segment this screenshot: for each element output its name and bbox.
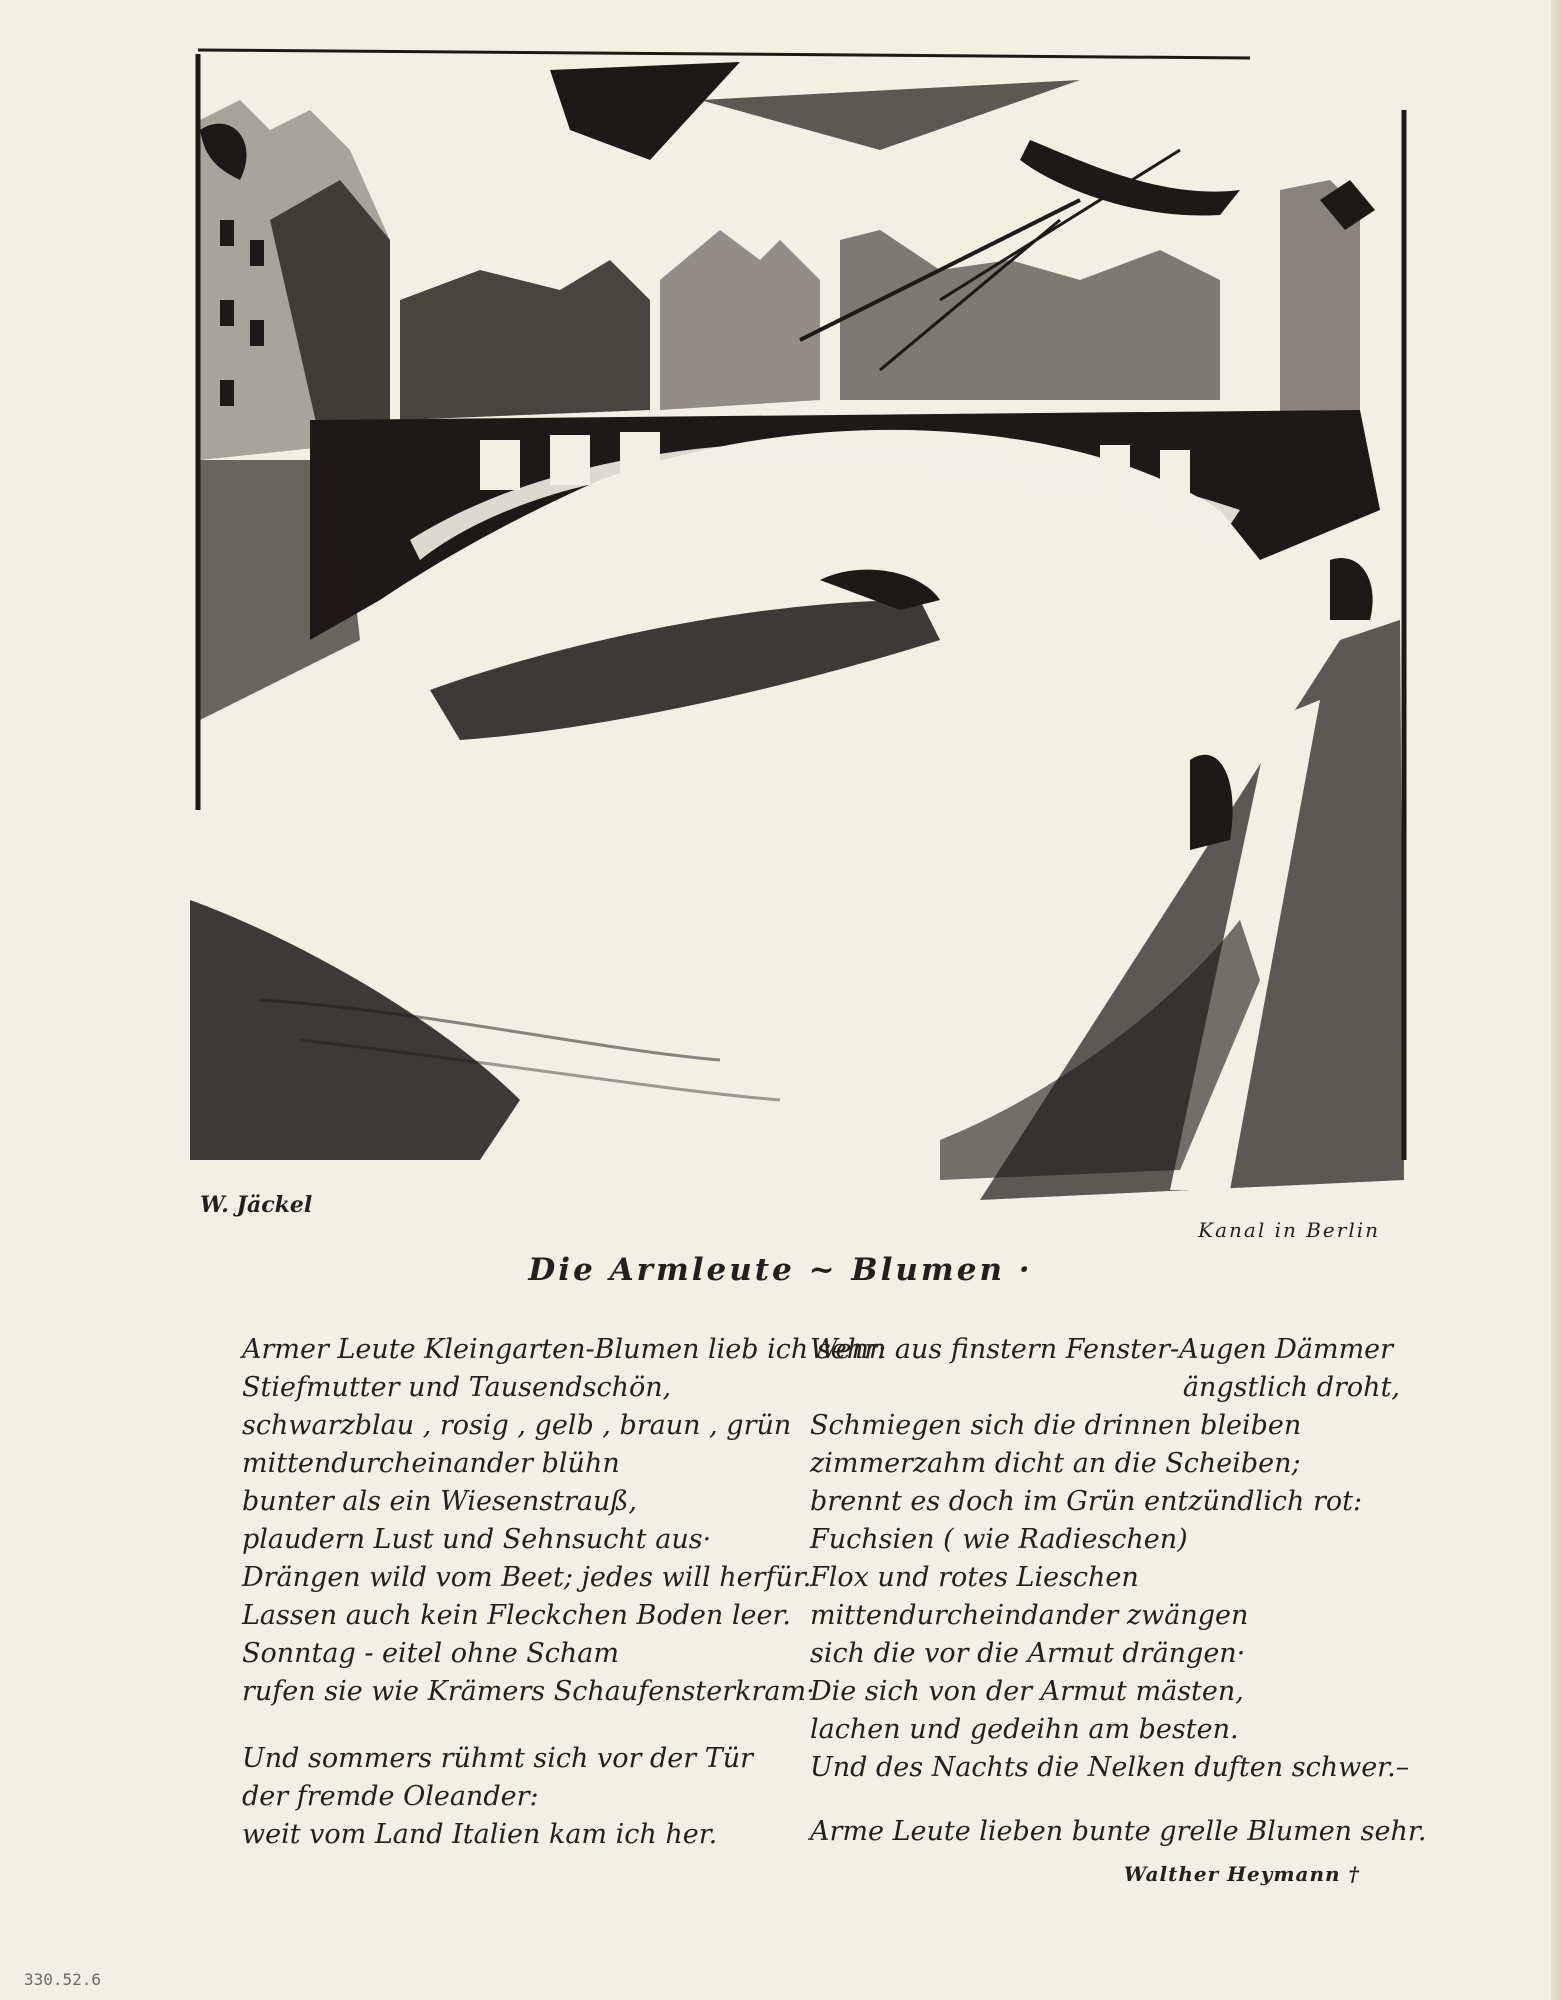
stanza-right-1 <box>810 1331 1410 1787</box>
stanza-left-2 <box>242 1740 802 1854</box>
poem-line: Und sommers rühmt sich vor der Tür <box>242 1743 754 1774</box>
poem-line: Arme Leute lieben bunte grelle Blumen sehr. <box>810 1816 1427 1847</box>
poem-line: zimmerzahm dicht an die Scheiben; <box>810 1448 1301 1479</box>
stanza-left-1 <box>242 1331 887 1711</box>
poem-line: bunter als ein Wiesenstrauß, <box>242 1486 637 1517</box>
artist-signature: W. Jäckel <box>200 1192 313 1218</box>
poem-line: rufen sie wie Krämers Schaufensterkram· <box>242 1676 815 1707</box>
poem-line: Stiefmutter und Tausendschön, <box>242 1372 672 1403</box>
poem-line: plaudern Lust und Sehnsucht aus· <box>242 1524 712 1555</box>
poem-line: Sonntag - eitel ohne Scham <box>242 1638 620 1669</box>
poem-line: Flox und rotes Lieschen <box>810 1562 1139 1593</box>
poem-line: ängstlich droht, <box>1182 1372 1400 1403</box>
poem-line: Lassen auch kein Fleckchen Boden leer. <box>242 1600 791 1631</box>
artwork-caption: Kanal in Berlin <box>1198 1218 1380 1242</box>
poem-line: schwarzblau , rosig , gelb , braun , grün <box>242 1410 792 1441</box>
poem-line: mittendurcheinander blühn <box>242 1448 620 1479</box>
page-edge <box>1551 0 1561 2000</box>
poem-line: Fuchsien ( wie Radieschen) <box>810 1524 1188 1555</box>
lithograph-drawing <box>180 40 1420 1220</box>
poem-line: weit vom Land Italien kam ich her. <box>242 1819 718 1850</box>
poem-line: Die sich von der Armut mästen, <box>810 1676 1244 1707</box>
poem-line: Und des Nachts die Nelken duften schwer.– <box>810 1752 1410 1783</box>
poem-author: Walther Heymann † <box>1123 1862 1360 1886</box>
poem-line: Wenn aus finstern Fenster-Augen Dämmer <box>810 1334 1394 1365</box>
archive-mark: 330.52.6 <box>24 1970 102 1989</box>
stanza-right-2 <box>810 1813 1427 1851</box>
poem-title: Die Armleute ~ Blumen · <box>528 1252 1033 1288</box>
lithograph-canal-bridge <box>180 40 1420 1220</box>
poem-line: lachen und gedeihn am besten. <box>810 1714 1239 1745</box>
poem-line: brennt es doch im Grün entzündlich rot: <box>810 1486 1363 1517</box>
poem-line: Armer Leute Kleingarten-Blumen lieb ich sehr: <box>242 1334 887 1365</box>
poem-line: der fremde Oleander: <box>242 1781 539 1812</box>
poem-line: mittendurcheindander zwängen <box>810 1600 1249 1631</box>
poem-line: Schmiegen sich die drinnen bleiben <box>810 1410 1302 1441</box>
poem-line: sich die vor die Armut drängen· <box>810 1638 1246 1669</box>
poem-line: Drängen wild vom Beet; jedes will herfür. <box>242 1562 812 1593</box>
